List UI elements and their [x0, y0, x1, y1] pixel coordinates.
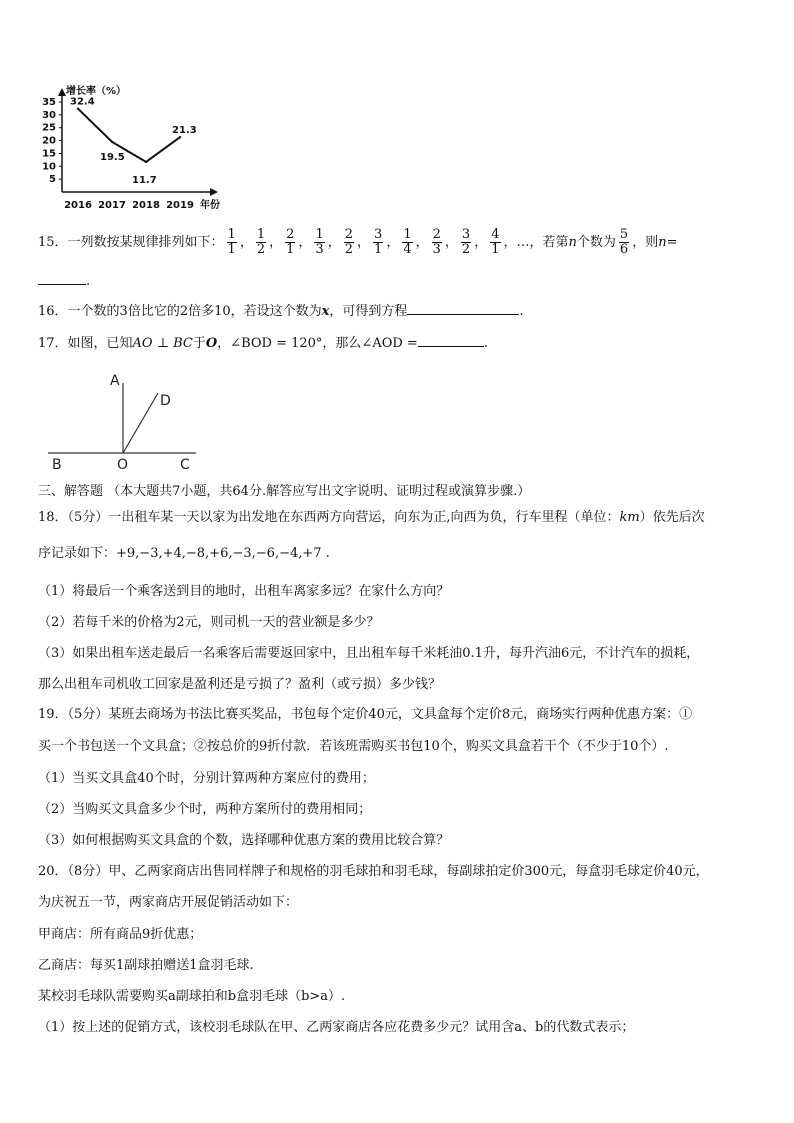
- q15-fraction-num: 3: [374, 227, 383, 242]
- q17-cond: AO ⊥ BC: [132, 336, 193, 351]
- q15-fraction-num: 1: [256, 227, 266, 242]
- question-20-line3: 甲商店：所有商品9折优惠；: [38, 927, 203, 942]
- q15-comma: ，: [444, 235, 458, 250]
- q15-fraction-den: 4: [403, 242, 412, 257]
- q16-end: .: [519, 304, 524, 319]
- q17-point-o: O: [205, 336, 218, 351]
- question-20-line4: 乙商店：每买1副球拍赠送1盒羽毛球.: [38, 958, 254, 973]
- q15-prefix: 15．一列数按某规律排列如下：: [38, 235, 224, 250]
- q16-text: 16．一个数的3倍比它的2倍多10，若设这个数为: [38, 304, 322, 319]
- q16-text2: ，可得到方程: [329, 304, 408, 319]
- question-19-line1: 19．（5分）某班去商场为书法比赛买奖品，书包每个定价40元，文具盒每个定价8元，商场实行两种优惠方案：①: [38, 707, 693, 722]
- y-tick-label: 30: [42, 109, 56, 121]
- q15-fraction-den: 1: [286, 242, 295, 257]
- x-tick-label: 2018: [132, 200, 160, 211]
- q15-comma: ，: [269, 235, 283, 250]
- q18-text: 18．（5分）一出租车某一天以家为出发地在东西两方向营运，向东为正,向西为负，行车里程（单位：: [38, 510, 620, 525]
- q15-comma: ，: [415, 235, 429, 250]
- q19-sub1: （1）当买文具盒40个时，分别计算两种方案应付的费用；: [38, 771, 375, 786]
- q15-fraction-num: 4: [491, 227, 500, 242]
- question-16: [38, 302, 524, 321]
- q17-text2: 于: [192, 336, 206, 351]
- q15-fraction: [227, 228, 237, 257]
- q15-var-n: n: [568, 235, 577, 250]
- question-18-line2: 序记录如下：+9,−3,+4,−8,+6,−3,−6,−4,+7 .: [38, 546, 330, 561]
- q18-sub3a: （3）如果出租车送走最后一名乘客后需要返回家中，且出租车每千米耗油0.1升，每升汽油6元，不计汽车的损耗，: [38, 646, 700, 661]
- question-19-line2: 买一个书包送一个文具盒；②按总价的9折付款．若该班需购买书包10个，购买文具盒若干个（不少于10个）.: [38, 739, 669, 754]
- q18-sub1: （1）将最后一个乘客送到目的地时，出租车离家多远？在家什么方向？: [38, 584, 450, 599]
- q18-unit: km: [619, 510, 640, 525]
- q16-var-x: x: [321, 304, 330, 319]
- data-point: [145, 161, 147, 163]
- q15-fraction-num: 1: [227, 227, 236, 242]
- q15-fraction-num: 1: [315, 227, 324, 242]
- label-b: B: [52, 457, 62, 473]
- q15-fraction-den: 2: [256, 242, 266, 257]
- q15-answer-blank[interactable]: [38, 272, 86, 285]
- q15-comma: ，: [239, 235, 253, 250]
- q17-text4: ，那么∠AOD =: [322, 336, 418, 351]
- q15-comma: ，: [357, 235, 371, 250]
- q15-var-n2: n: [658, 235, 667, 250]
- q18-sub3b: 那么出租车司机收工回家是盈利还是亏损了？盈利（或亏损）多少钱？: [38, 677, 442, 692]
- q15-fraction-den: 1: [227, 242, 236, 257]
- q19-sub2: （2）当购买文具盒多少个时，两种方案所付的费用相同；: [38, 802, 372, 817]
- data-label: 32.4: [70, 96, 95, 108]
- q15-fraction: [344, 228, 354, 257]
- q15-fraction-den: 2: [461, 242, 471, 257]
- q17-text3: ，∠BOD = 120°: [217, 336, 323, 351]
- q15-fraction-num: 2: [432, 227, 441, 242]
- x-axis-label: 年份: [200, 200, 220, 211]
- q15-ellipsis: ，…，若第: [503, 235, 569, 250]
- q15-given-fraction: [619, 228, 629, 257]
- q17-text: 17．如图，已知: [38, 336, 133, 351]
- q15-fraction: [373, 228, 383, 257]
- q15-fraction-den: 3: [432, 242, 441, 257]
- q15-fraction: [461, 228, 471, 257]
- question-17: [38, 334, 488, 353]
- q16-answer-blank[interactable]: [407, 302, 519, 315]
- label-a: A: [110, 373, 120, 389]
- q15-fraction-num: 1: [403, 227, 412, 242]
- y-axis-label: 增长率（%）: [66, 86, 127, 97]
- q15-comma: ，: [386, 235, 400, 250]
- q15-comma: ，: [298, 235, 312, 250]
- x-axis-arrow: [210, 188, 218, 196]
- q15-tail: ，则: [632, 235, 659, 250]
- series-line: [78, 109, 180, 162]
- q18-text-end: ）依先后次: [639, 510, 705, 525]
- q17-end: .: [483, 336, 488, 351]
- ray-od: [123, 393, 158, 453]
- q15-fraction: [402, 228, 412, 257]
- data-point: [179, 136, 181, 138]
- y-tick-label: 25: [42, 122, 56, 134]
- q15-fraction-num: 3: [461, 227, 471, 242]
- q15-fraction-den: 2: [344, 242, 354, 257]
- question-15: [38, 228, 677, 257]
- question-18-line1: [38, 509, 705, 527]
- q19-sub3: （3）如何根据购买文具盒的个数，选择哪种优惠方案的费用比较合算？: [38, 833, 450, 848]
- q15-given-den: 6: [619, 242, 629, 257]
- q15-fraction-num: 2: [344, 227, 354, 242]
- q15-fraction-den: 1: [491, 242, 500, 257]
- x-tick-label: 2016: [64, 200, 92, 211]
- section-3-heading: 三、解答题 （本大题共7小题，共64分.解答应写出文字说明、证明过程或演算步骤.）: [38, 484, 531, 499]
- q15-fraction-den: 1: [374, 242, 383, 257]
- question-20-line5: 某校羽毛球队需要购买a副球拍和b盒羽毛球（b>a）.: [38, 989, 346, 1004]
- label-o: O: [117, 457, 129, 473]
- q18-sub2: （2）若每千米的价格为2元，则司机一天的营业额是多少？: [38, 615, 380, 630]
- y-tick-label: 10: [42, 161, 56, 173]
- q15-end: .: [86, 274, 91, 289]
- q15-fraction: [256, 228, 266, 257]
- label-c: C: [180, 457, 190, 473]
- q15-eq: =: [666, 235, 678, 250]
- q15-fraction: [285, 228, 295, 257]
- q15-comma: ，: [327, 235, 341, 250]
- data-label: 19.5: [100, 151, 125, 163]
- q20-sub1: （1）按上述的促销方式，该校羽毛球队在甲、乙两家商店各应花费多少元？试用含a、b的代数式表示；: [38, 1020, 635, 1035]
- y-axis-arrow: [58, 88, 66, 96]
- question-20-line1: 20．（8分）甲、乙两家商店出售同样牌子和规格的羽毛球拍和羽毛球，每副球拍定价300元，每盒羽毛球定价40元，: [38, 864, 709, 879]
- q15-fraction: [432, 228, 442, 257]
- data-label: 21.3: [172, 125, 197, 137]
- y-tick-label: 35: [42, 97, 56, 108]
- q15-fraction: [490, 228, 500, 257]
- growth-rate-line-chart: [30, 80, 230, 220]
- y-tick-label: 5: [49, 174, 56, 186]
- q15-given-num: 5: [619, 227, 629, 242]
- question-20-line2: 为庆祝五一节，两家商店开展促销活动如下：: [38, 895, 299, 910]
- data-label: 11.7: [132, 174, 157, 186]
- label-d: D: [160, 393, 171, 409]
- q17-answer-blank[interactable]: [418, 334, 484, 347]
- q15-fraction-sequence: [224, 227, 504, 257]
- q15-mid: 个数为: [576, 235, 616, 250]
- q15-comma: ，: [474, 235, 488, 250]
- q15-fraction: [314, 228, 324, 257]
- x-tick-label: 2017: [98, 200, 126, 211]
- angle-figure: [40, 365, 210, 475]
- data-point: [77, 107, 79, 109]
- y-tick-label: 20: [42, 135, 56, 147]
- q15-fraction-num: 2: [286, 227, 295, 242]
- q15-fraction-den: 3: [315, 242, 324, 257]
- y-tick-label: 15: [42, 148, 56, 160]
- question-15-answer-line: [38, 272, 90, 291]
- data-point: [111, 141, 113, 143]
- x-tick-label: 2019: [166, 200, 194, 211]
